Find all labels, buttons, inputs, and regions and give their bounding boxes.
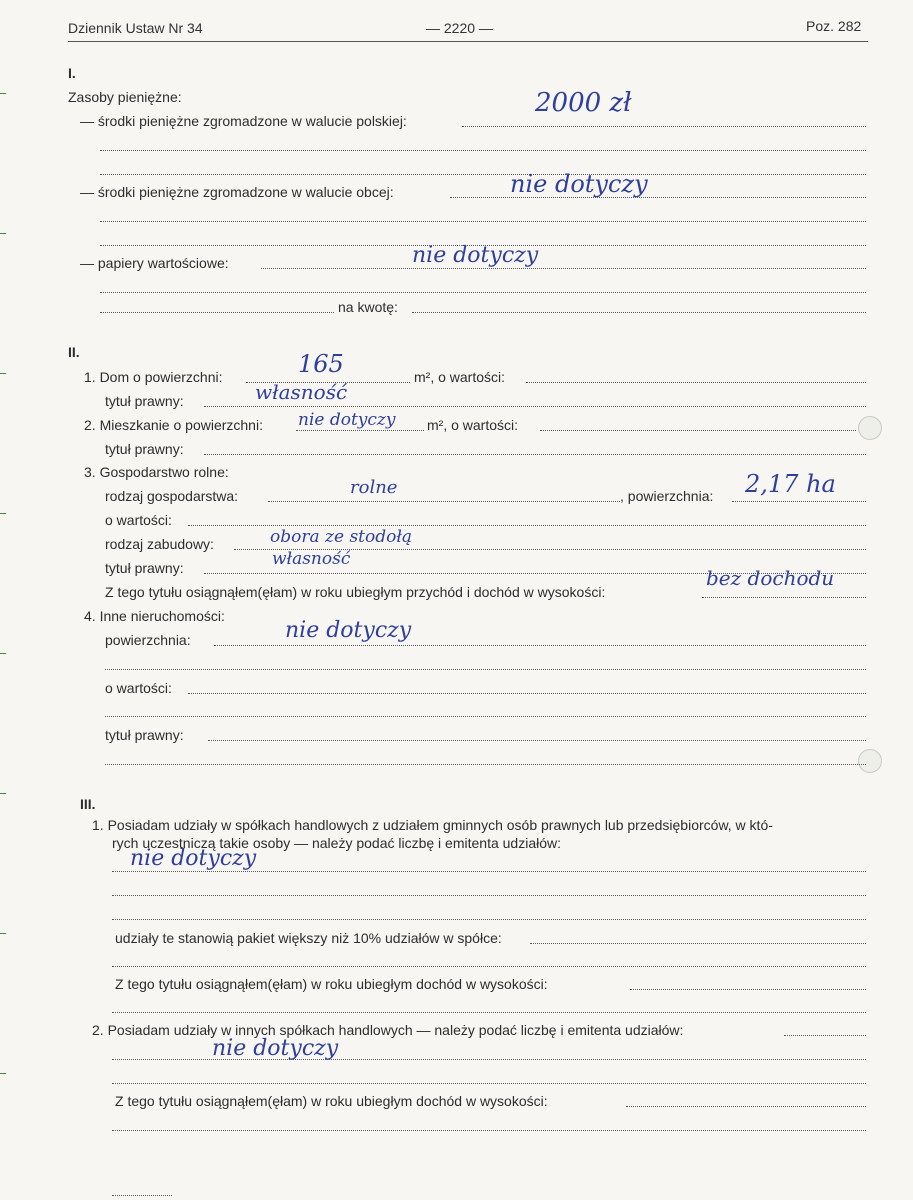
farm-area-label: , powierzchnia: [620, 488, 714, 504]
shares1-value: nie dotyczy [130, 846, 257, 871]
margin-mark [0, 793, 6, 794]
blank-line [100, 221, 866, 223]
house-area-value: 165 [298, 350, 344, 378]
shares2-field[interactable] [784, 1035, 866, 1037]
blank-line [100, 150, 866, 152]
farm-type-value: rolne [350, 477, 398, 498]
section-3-title: III. [80, 796, 96, 812]
farm-title-value: własność [272, 549, 351, 569]
position-number: Poz. 282 [806, 18, 862, 34]
flat-title-label: tytuł prawny: [105, 441, 184, 457]
margin-mark [0, 653, 6, 654]
journal-name: Dziennik Ustaw Nr 34 [68, 20, 203, 36]
house-title-field[interactable] [204, 406, 866, 408]
house-value-field[interactable] [526, 382, 866, 384]
farm-title-label: tytuł prawny: [105, 560, 184, 576]
farm-type-label: rodzaj gospodarstwa: [105, 488, 239, 504]
farm-label: 3. Gospodarstwo rolne: [84, 464, 229, 480]
flat-value-field[interactable] [540, 430, 856, 432]
farm-type-field[interactable] [268, 501, 620, 503]
flat-area-field[interactable] [296, 430, 424, 432]
margin-mark [0, 93, 6, 94]
margin-mark [0, 1073, 6, 1074]
farm-income-label: Z tego tytułu osiągnąłem(ęłam) w roku ubiegłym przychód i dochód w wysokości: [105, 584, 606, 600]
shares1-income-label: Z tego tytułu osiągnąłem(ęłam) w roku ubiegłym dochód w wysokości: [115, 976, 548, 992]
punch-hole [858, 749, 882, 773]
other-area-label: powierzchnia: [105, 632, 191, 648]
shares2-income-field[interactable] [626, 1106, 866, 1108]
amount-label: na kwotę: [338, 299, 398, 315]
securities-label: — papiery wartościowe: [80, 255, 229, 271]
farm-area-field[interactable] [732, 501, 866, 503]
section-2-title: II. [68, 344, 80, 360]
cash-foreign-label: — środki pieniężne zgromadzone w walucie obcej: [80, 184, 394, 200]
margin-mark [0, 513, 6, 514]
other-value-field[interactable] [188, 693, 866, 695]
blank-line [112, 966, 866, 968]
other-area-value: nie dotyczy [285, 618, 412, 643]
securities-field[interactable] [261, 268, 866, 270]
shares1-text-line1: 1. Posiadam udziały w spółkach handlowych z udziałem gminnych osób prawnych lub przedsiębiorców, w któ- [92, 817, 773, 833]
shares1-text-line2: rych uczestniczą takie osoby — należy podać liczbę i emitenta udziałów: [112, 835, 561, 851]
punch-hole [858, 416, 882, 440]
amount-field[interactable] [412, 312, 866, 314]
farm-income-value: bez dochodu [706, 566, 835, 590]
farm-area-value: 2,17 ha [745, 470, 836, 498]
shares2-income-label: Z tego tytułu osiągnąłem(ęłam) w roku ubiegłym dochód w wysokości: [115, 1093, 548, 1109]
margin-mark [0, 233, 6, 234]
blank-line [105, 764, 866, 766]
house-value-label: m², o wartości: [414, 369, 506, 385]
other-property-label: 4. Inne nieruchomości: [84, 608, 225, 624]
flat-area-value: nie dotyczy [298, 410, 396, 430]
blank-line [112, 1195, 172, 1197]
margin-mark [0, 933, 6, 934]
blank-line [112, 1130, 866, 1132]
farm-income-field[interactable] [702, 597, 866, 599]
flat-value-label: m², o wartości: [427, 417, 519, 433]
shares2-label: 2. Posiadam udziały w innych spółkach handlowych — należy podać liczbę i emitenta udziałów: [92, 1022, 684, 1038]
farm-buildings-value: obora ze stodołą [270, 527, 412, 547]
house-title-value: własność [255, 380, 348, 404]
farm-buildings-label: rodzaj zabudowy: [105, 536, 214, 552]
shares1-pct-label: udziały te stanowią pakiet większy niż 10% udziałów w spółce: [115, 930, 502, 946]
margin-mark [0, 373, 6, 374]
house-title-label: tytuł prawny: [105, 393, 184, 409]
other-title-label: tytuł prawny: [105, 727, 184, 743]
cash-pln-field[interactable] [462, 126, 866, 128]
blank-line [105, 669, 866, 671]
cash-pln-value: 2000 zł [535, 88, 632, 118]
blank-line [100, 174, 866, 176]
flat-label: 2. Mieszkanie o powierzchni: [84, 417, 263, 433]
blank-line [100, 292, 866, 294]
flat-title-field[interactable] [204, 454, 866, 456]
cash-heading: Zasoby pieniężne: [68, 89, 182, 105]
other-title-field[interactable] [208, 740, 866, 742]
blank-line [100, 312, 334, 314]
blank-line [112, 1083, 866, 1085]
blank-line [112, 895, 866, 897]
page-number: — 2220 — [426, 20, 493, 36]
shares1-pct-field[interactable] [530, 943, 866, 945]
cash-foreign-value: nie dotyczy [510, 170, 648, 198]
blank-line [105, 716, 866, 718]
section-1-title: I. [68, 65, 76, 81]
farm-value-label: o wartości: [105, 512, 172, 528]
securities-value: nie dotyczy [412, 243, 539, 268]
house-label: 1. Dom o powierzchni: [84, 369, 223, 385]
cash-pln-label: — środki pieniężne zgromadzone w walucie polskiej: [80, 113, 407, 129]
shares1-income-field[interactable] [630, 989, 866, 991]
blank-line [112, 1012, 866, 1014]
shares2-value: nie dotyczy [212, 1036, 339, 1061]
other-value-label: o wartości: [105, 680, 172, 696]
blank-line [112, 919, 866, 921]
other-area-field[interactable] [214, 645, 866, 647]
shares1-field[interactable] [112, 871, 866, 873]
header-rule [68, 41, 868, 42]
